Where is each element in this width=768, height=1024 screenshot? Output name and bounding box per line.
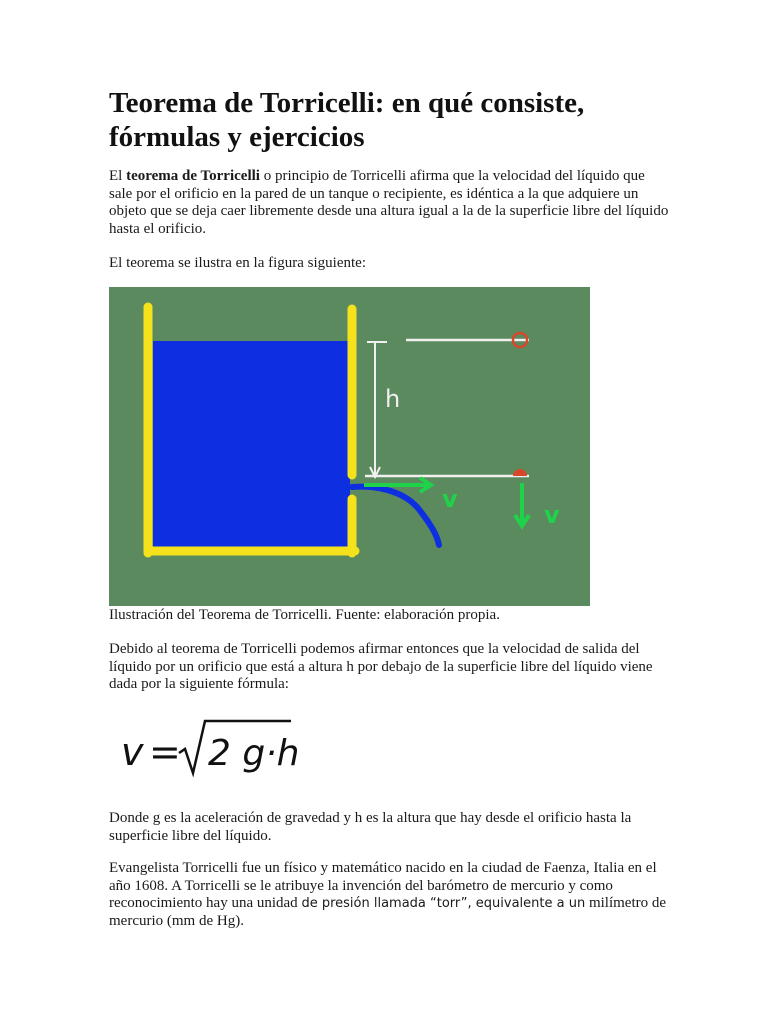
torricelli-formula (109, 715, 309, 785)
intro-paragraph (109, 168, 669, 238)
intro-text-post: o principio de Torricelli afirma que la velocidad del líquido que sale por el orificio en la pared de un tanque o recipiente, es idéntica a la que adquiere un objeto que se deja caer libremente desde una altura igual a la de la superficie libre del líquido hasta el orificio. (109, 168, 669, 237)
formula-intro-paragraph: Debido al teorema de Torricelli podemos afirmar entonces que la velocidad de salida del líquido por un orificio que está a altura h por debajo de la superficie libre del líquido viene dada por la siguiente fórmula: (109, 641, 653, 692)
formula-svg (109, 715, 309, 785)
biography-text-mono: de presión llamada “torr”, equivalente a un (301, 896, 586, 911)
page-title: Teorema de Torricelli: en qué consiste, fórmulas y ejercicios (109, 87, 585, 153)
fall-velocity-label: v (544, 501, 560, 529)
intro-text-pre: El (109, 168, 127, 184)
jet-velocity-label: v (442, 485, 458, 513)
formula-v: v (121, 730, 144, 774)
figure-intro-paragraph: El teorema se ilustra en la figura siguiente: (109, 255, 366, 271)
biography-text-pre: Evangelista Torricelli fue un físico y matemático nacido en la ciudad de Faenza, Italia en el año 1608. A Torricelli se le atribuye la invención del barómetro de mercurio y como reconocimiento hay una unidad (109, 860, 657, 911)
figure-caption: Ilustración del Teorema de Torricelli. Fuente: elaboración propia. (109, 607, 500, 623)
formula-explanation-paragraph: Donde g es la aceleración de gravedad y h es la altura que hay desde el orificio hasta la superficie libre del líquido. (109, 810, 632, 844)
formula-equals: = (149, 730, 181, 774)
water-body (153, 341, 350, 548)
biography-paragraph (109, 860, 669, 930)
torricelli-illustration (109, 287, 590, 606)
intro-bold-term: teorema de Torricelli (126, 168, 260, 184)
biography-text-post: milímetro de mercurio (mm de Hg). (109, 895, 667, 929)
h-label: h (385, 385, 401, 413)
formula-radicand: 2 g·h (208, 733, 300, 774)
illustration-svg (109, 287, 590, 606)
